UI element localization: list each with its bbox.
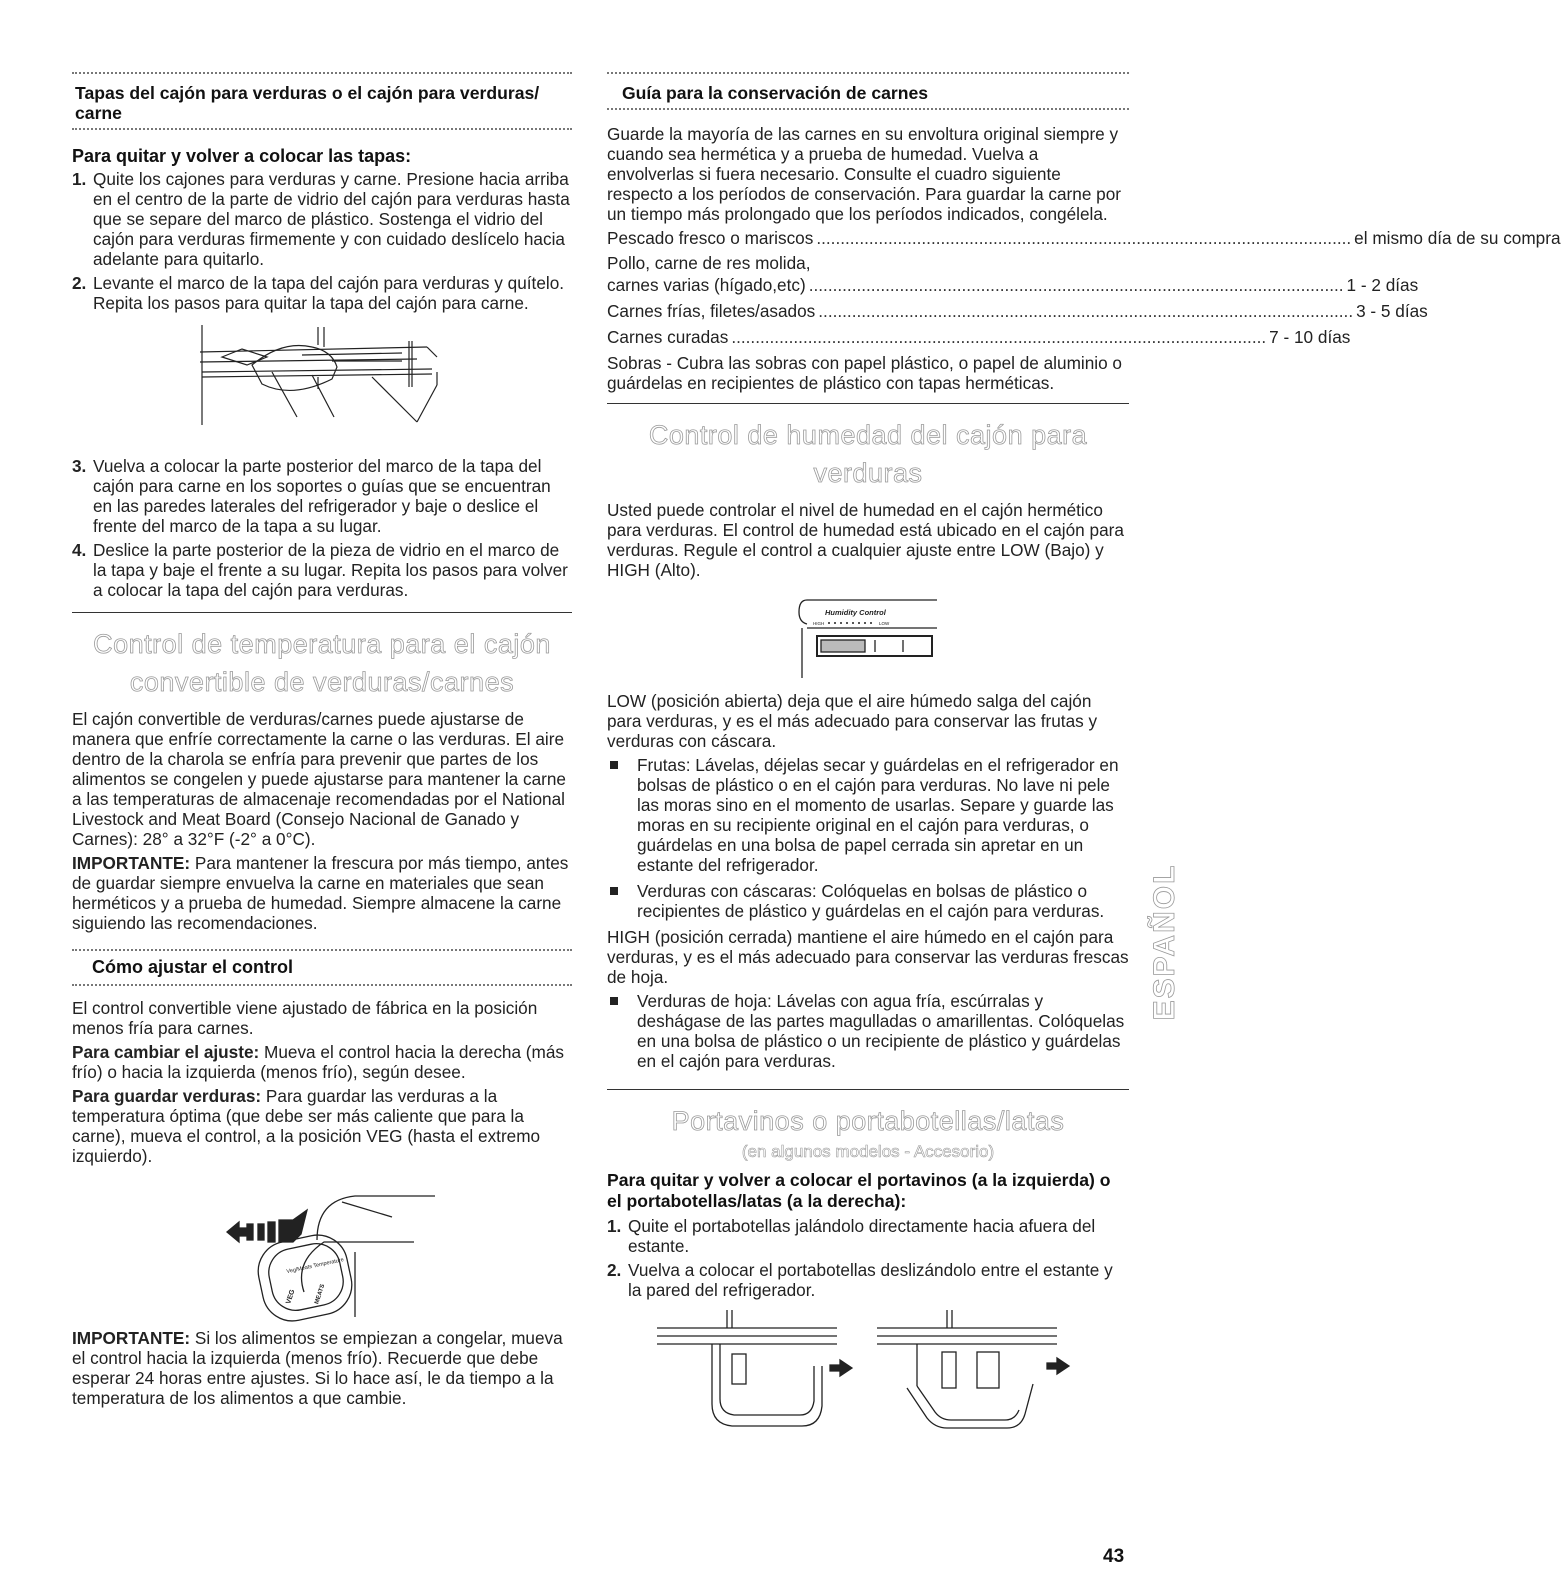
subsection-title: Para quitar y volver a colocar el portavinos (a la izquierda) o el portabotellas/latas (a la derecha): xyxy=(607,1170,1111,1211)
steps-list xyxy=(72,169,572,313)
section-subtitle: (en algunos modelos - Accesorio) xyxy=(741,1142,995,1161)
list-item: 2. Levante el marco de la tapa del cajón para verduras y quítelo. Repita los pasos para quitar la tapa del cajón para carne. xyxy=(72,273,565,313)
section-title: convertible de verduras/carnes xyxy=(129,667,515,697)
left-column xyxy=(72,0,572,1412)
table-row: Pescado fresco o mariscos ................................................................................................................ el mismo día de su compra xyxy=(607,228,1561,248)
humidity-control-illustration xyxy=(607,588,1129,683)
list-item: 1. Quite los cajones para verduras y carne. Presione hacia arriba en el centro de la parte de vidrio del cajón para verduras hasta que se separe del marco de plástico. Sostenga el vidrio del cajón para verduras firmemente y con cuidado deslícelo hacia adelante para quitarlo. xyxy=(72,169,570,269)
list-item: Verduras de hoja: Lávelas con agua fría, escúrralas y deshágase de las partes magulladas o amarillentas. Colóquelas en una bolsa de plástico o un recipiente de plástico y guárdelas en el cajón para verduras. xyxy=(607,991,1129,1071)
paragraph: HIGH (posición cerrada) mantiene el aire húmedo en el cajón para verduras, y es el más adecuado para conservar las verduras frescas de hoja. xyxy=(607,927,1129,987)
humidity-high-label: HIGH xyxy=(813,621,825,626)
side-tab-label: ESPAÑOL xyxy=(1148,863,1181,1021)
paragraph: LOW (posición abierta) deja que el aire húmedo salga del cajón para verduras, y es el más adecuado para conservar las frutas y verduras con cáscara. xyxy=(607,691,1098,751)
list-item: Verduras con cáscaras: Colóquelas en bolsas de plástico o recipientes de plástico y guárdelas en el cajón para verduras. xyxy=(607,881,1129,921)
bullet-list xyxy=(607,991,1129,1071)
section-title: Cómo ajustar el control xyxy=(92,957,294,977)
humidity-low-label: LOW xyxy=(879,621,890,626)
paragraph: Usted puede controlar el nivel de humedad en el cajón hermético para verduras. El control de humedad está ubicado en el cajón para verduras. Regule el control a cualquier ajuste entre LOW (Bajo) y HIGH (Alto). xyxy=(607,500,1124,580)
section-header-adjust-control xyxy=(72,951,572,984)
language-side-tab xyxy=(1150,818,1184,1066)
section-header-crisper-covers xyxy=(72,74,572,128)
paragraph: El cajón convertible de verduras/carnes puede ajustarse de manera que enfríe correctamente la carne o las verduras. El aire dentro de la charola se enfría para prevenir que partes de los alimentos se congelen y puede ajustarse para mantener la carne a las temperaturas de almacenaje recomendadas por el National Livestock and Meat Board (Consejo Nacional de Ganado y Carnes): 28° a 32°F (-2° a 0°C). xyxy=(72,709,566,849)
subsection-title: Para quitar y volver a colocar las tapas: xyxy=(72,146,412,166)
paragraph: Guarde la mayoría de las carnes en su envoltura original siempre y cuando sea hermética y a prueba de humedad. Vuelva a envolverlas si fuera necesario. Consulte el cuadro siguiente respecto a los períodos de conservación. Para guardar la carne por un tiempo más prolongado que los períodos indicados, congélela. xyxy=(607,124,1122,224)
section-title: Control de temperatura para el cajón xyxy=(93,629,551,659)
table-row: Carnes curadas ................................................................................................................ 7 - 10 días xyxy=(607,327,1351,347)
wine-rack-illustration xyxy=(607,1308,1129,1448)
section-title: Guía para la conservación de carnes xyxy=(622,83,929,103)
section-header-meat-storage xyxy=(607,74,1129,108)
paragraph: IMPORTANTE: Si los alimentos se empiezan a congelar, mueva el control hacia la izquierda (menos frío). Recuerde que debe esperar 24 horas entre ajustes. Si lo hace así, le da tiempo a la temperatura de los alimentos a que cambie. xyxy=(72,1328,563,1408)
table-row: Carnes frías, filetes/asados ................................................................................................................ 3 - 5 días xyxy=(607,301,1428,321)
page-number: 43 xyxy=(1103,1546,1125,1567)
bullet-list xyxy=(607,755,1129,921)
humidity-control-title: Humidity Control xyxy=(825,608,886,617)
list-item: Frutas: Lávelas, déjelas secar y guárdelas en el refrigerador en bolsas de plástico o en el cajón para verduras. No lave ni pele las moras sino en el momento de usarlas. Separe y guarde las moras en su recipiente original en el cajón para verduras, o guárdelas en una bolsa de papel cerrada sin apretar en un estante del refrigerador. xyxy=(607,755,1129,875)
list-item: 2. Vuelva a colocar el portabotellas deslizándolo entre el estante y la pared del refrigerador. xyxy=(607,1260,1113,1300)
temperature-dial-illustration xyxy=(72,1172,572,1322)
section-title: Tapas del cajón para verduras o el cajón para verduras/ carne xyxy=(75,83,540,123)
list-item: 1. Quite el portabotellas jalándolo directamente hacia afuera del estante. xyxy=(607,1216,1096,1256)
paragraph: El control convertible viene ajustado de fábrica en la posición menos fría para carnes. xyxy=(72,998,538,1038)
table-row: Pollo, carne de res molida, xyxy=(607,253,811,273)
steps-list xyxy=(607,1216,1129,1300)
paragraph: IMPORTANTE: Para mantener la frescura por más tiempo, antes de guardar siempre envuelva la carne en materiales que sean herméticos y a prueba de humedad. Siempre almacene la carne siguiendo las recomendaciones. xyxy=(72,853,569,933)
table-row: carnes varias (hígado,etc) ................................................................................................................ 1 - 2 días xyxy=(607,275,1419,295)
dial-meats-label: MEATS xyxy=(314,1283,327,1305)
dial-veg-label: VEG xyxy=(285,1288,297,1305)
dial-title: Veg/Meats Temperature xyxy=(286,1257,345,1276)
section-title: verduras xyxy=(813,458,923,488)
section-title: Portavinos o portabotellas/latas xyxy=(671,1106,1065,1136)
steps-list xyxy=(72,456,572,600)
paragraph: Para guardar verduras: Para guardar las verduras a la temperatura óptima (que debe ser más caliente que para la carne), mueva el control, a la posición VEG (hasta el extremo izquierdo). xyxy=(72,1086,541,1166)
crisper-cover-illustration xyxy=(72,317,572,442)
paragraph: Para cambiar el ajuste: Mueva el control hacia la derecha (más frío) o hacia la izquierda (menos frío), según desee. xyxy=(72,1042,565,1082)
storage-table xyxy=(607,228,1561,347)
paragraph: Sobras - Cubra las sobras con papel plástico, o papel de aluminio o guárdelas en recipientes de plástico con tapas herméticas. xyxy=(607,353,1122,393)
section-title: Control de humedad del cajón para xyxy=(648,420,1088,450)
list-item: 4. Deslice la parte posterior de la pieza de vidrio en el marco de la tapa y baje el frente a su lugar. Repita los pasos para volver a colocar la tapa del cajón para verduras. xyxy=(72,540,568,600)
list-item: 3. Vuelva a colocar la parte posterior del marco de la tapa del cajón para carne en los soportes o guías que se encuentran en las paredes laterales del refrigerador y baje o deslice el frente del marco de la tapa a su lugar. xyxy=(72,456,551,536)
